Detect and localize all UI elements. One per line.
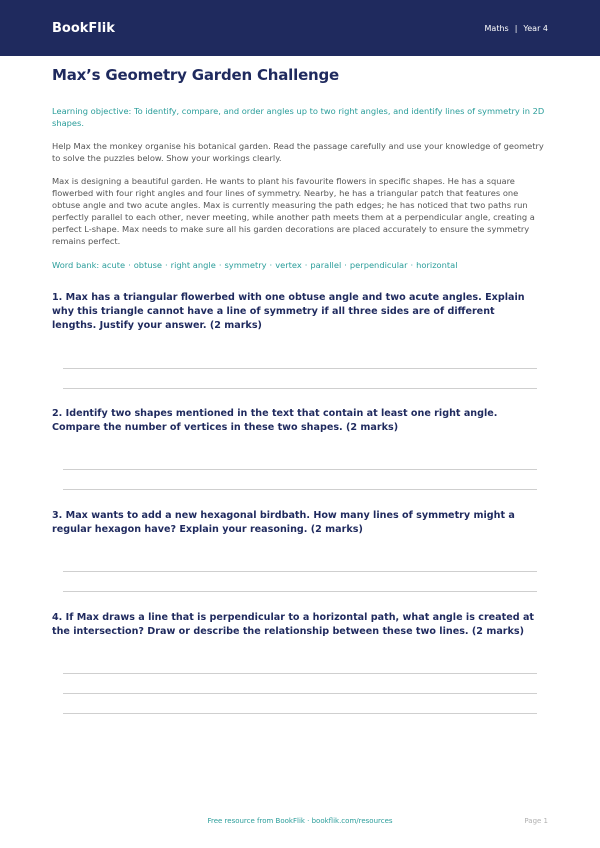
word-bank-item: obtuse xyxy=(133,260,163,270)
year-label: Year 4 xyxy=(523,23,548,33)
page-title: Max’s Geometry Garden Challenge xyxy=(52,66,340,84)
word-bank-separator: · xyxy=(218,260,222,270)
answer-line[interactable] xyxy=(63,489,537,490)
word-bank-item: acute xyxy=(101,260,126,270)
question-1: 1. Max has a triangular flowerbed with one obtuse angle and two acute angles. Explain why this triangle cannot have a line of symmetry if all three sides are of different lengths. Justify your answer. (2 marks) xyxy=(52,292,525,331)
word-bank-separator: · xyxy=(304,260,308,270)
word-bank-item: perpendicular xyxy=(349,260,408,270)
word-bank-separator: · xyxy=(410,260,414,270)
word-bank-item: horizontal xyxy=(416,260,458,270)
answer-line[interactable] xyxy=(63,571,537,572)
answer-line[interactable] xyxy=(63,388,537,389)
footer-credit[interactable]: Free resource from BookFlik · bookflik.com/resources xyxy=(207,817,393,825)
answer-line[interactable] xyxy=(63,693,537,694)
question-4: 4. If Max draws a line that is perpendicular to a horizontal path, what angle is created at the intersection? Draw or describe the relationship between these two lines. (2 marks) xyxy=(52,612,535,637)
word-bank-label: Word bank: xyxy=(52,260,100,270)
word-bank xyxy=(52,259,548,271)
header-bar xyxy=(0,0,600,56)
header-meta xyxy=(485,24,548,33)
answer-line[interactable] xyxy=(63,469,537,470)
word-bank-item: right angle xyxy=(170,260,216,270)
answer-line[interactable] xyxy=(63,713,537,714)
meta-separator: | xyxy=(514,23,518,33)
reading-passage: Max is designing a beautiful garden. He wants to plant his favourite flowers in specific shapes. He has a square flowerbed with four right angles and four lines of symmetry. Nearby, he has a triangular patch that features one obtuse angle and two acute angles. Max is currently measuring the path edges; he has noticed that two paths run perfectly parallel to each other, never meeting, while another path meets them at a perpendicular angle, creating a perfect L-shape. Max needs to make sure all his garden decorations are placed accurately to ensure the symmetry remains perfect. xyxy=(52,176,535,246)
word-bank-separator: · xyxy=(269,260,273,270)
word-bank-item: symmetry xyxy=(224,260,267,270)
word-bank-words xyxy=(102,260,458,270)
page-number: Page 1 xyxy=(524,817,548,825)
instructions: Help Max the monkey organise his botanical garden. Read the passage carefully and use your knowledge of geometry to solve the puzzles below. Show your workings clearly. xyxy=(52,141,544,163)
question-2: 2. Identify two shapes mentioned in the text that contain at least one right angle. Compare the number of vertices in these two shapes. (2 marks) xyxy=(52,408,498,433)
intro-section xyxy=(52,66,548,271)
learning-objective: Learning objective: To identify, compare, and order angles up to two right angles, and identify lines of symmetry in 2D shapes. xyxy=(52,106,545,128)
answer-line[interactable] xyxy=(63,368,537,369)
subject-label: Maths xyxy=(484,23,509,33)
answer-line[interactable] xyxy=(63,673,537,674)
word-bank-separator: · xyxy=(128,260,131,270)
answer-line[interactable] xyxy=(63,591,537,592)
word-bank-separator: · xyxy=(344,260,347,270)
brand-logo: BookFlik xyxy=(52,20,115,36)
word-bank-item: parallel xyxy=(310,260,342,270)
word-bank-item: vertex xyxy=(275,260,302,270)
question-3: 3. Max wants to add a new hexagonal birdbath. How many lines of symmetry might a regular hexagon have? Explain your reasoning. (2 marks) xyxy=(52,510,515,535)
word-bank-separator: · xyxy=(165,260,168,270)
